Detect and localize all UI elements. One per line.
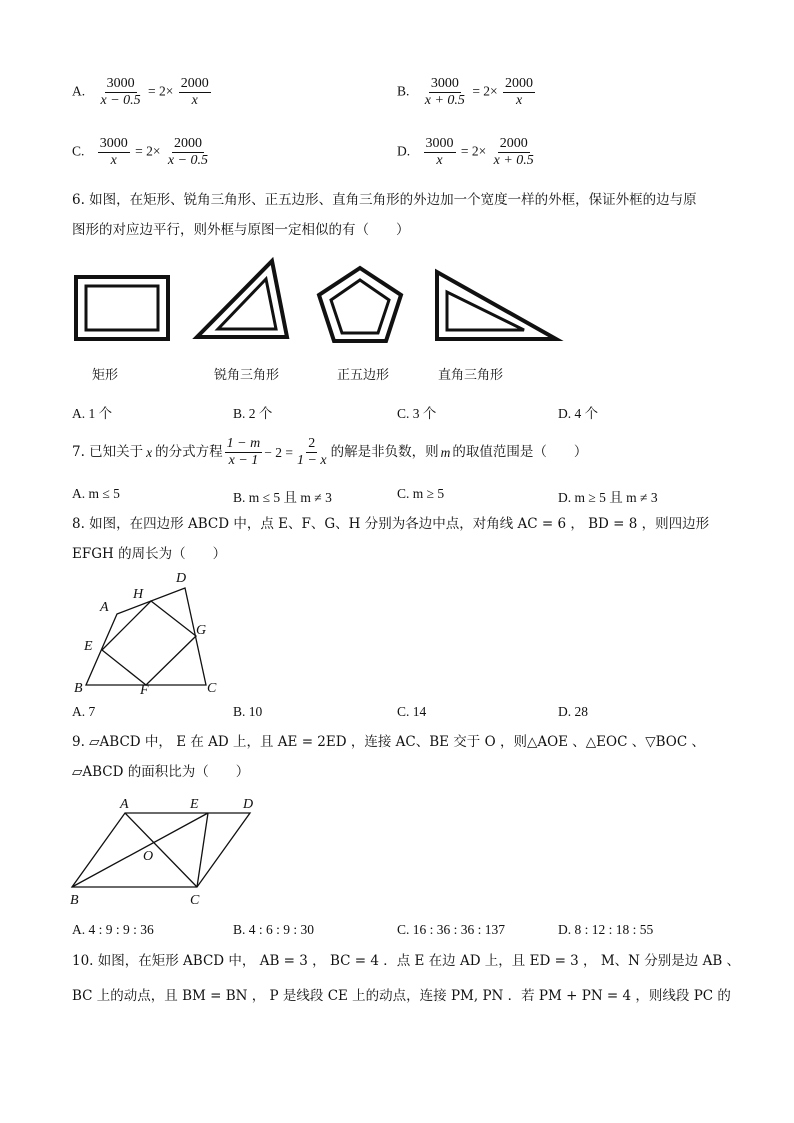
q7-fraction-2 [295, 436, 329, 469]
fraction [98, 136, 130, 169]
q9-option-b: B. 4 : 6 : 9 : 30 [233, 922, 315, 937]
label-c: C [190, 893, 200, 908]
acute-triangle-frame-shape [197, 261, 287, 337]
q6-option-a: A. 1 个 [72, 406, 113, 421]
q9-option-a: A. 4 : 9 : 9 : 36 [72, 922, 154, 937]
q7-option-a: A. m ≤ 5 [72, 486, 120, 501]
label-b: B [70, 893, 79, 908]
q7-text [72, 436, 587, 469]
label-d: D [243, 797, 254, 812]
q7-text-pre: 7. 已知关于 [72, 443, 144, 460]
label-o: O [143, 849, 154, 864]
q9-option-d: D. 8 : 12 : 18 : 55 [558, 922, 654, 937]
option-label: A. [72, 83, 86, 99]
q7-option-d: D. m ≥ 5 且 m ≠ 3 [558, 490, 658, 505]
q6-option-c: C. 3 个 [397, 406, 437, 421]
q7-text-tail: 的取值范围是（ ） [452, 443, 588, 460]
option-label: B. [397, 83, 410, 99]
right-triangle-frame-shape [437, 272, 556, 339]
equation-operator: = 2× [148, 83, 174, 99]
label-a: A [100, 600, 109, 615]
q9-option-c: C. 16 : 36 : 36 : 137 [397, 922, 506, 937]
label-b: B [74, 681, 83, 696]
q8-text-line2: EFGH 的周长为（ ） [72, 546, 227, 562]
q7-text-mid: 的分式方程 [155, 443, 223, 460]
q8-text-line1: 8. 如图，在四边形 ABCD 中，点 E、F、G、H 分别为各边中点，对角线 AC = 6 ， BD = 8 ，则四边形 [72, 516, 710, 532]
denominator: x − 0.5 [100, 93, 141, 109]
q6-text-line2: 图形的对应边平行，则外框与原图一定相似的有（ ） [72, 222, 410, 238]
q8-option-d: D. 28 [558, 704, 588, 719]
numerator: 1 − m [225, 436, 263, 453]
fraction [492, 136, 536, 169]
fraction [166, 136, 210, 169]
caption-acute-triangle: 锐角三角形 [214, 368, 280, 383]
fraction [503, 76, 535, 109]
q10-text-line1: 10. 如图，在矩形 ABCD 中， AB = 3 ， BC = 4 ．点 E 在边 AD 上，且 ED = 3 ， M、N 分别是边 AB 、 [72, 953, 741, 969]
q6-text-line1: 6. 如图，在矩形、锐角三角形、正五边形、直角三角形的外边加一个宽度一样的外框，保证外框的边与原 [72, 192, 697, 208]
rectangle-frame-shape [76, 277, 168, 339]
numerator: 2000 [498, 136, 530, 153]
q7-option-c: C. m ≥ 5 [397, 486, 445, 501]
q5-option-b [397, 76, 537, 109]
q7-text-post: 的解是非负数，则 [330, 443, 439, 460]
numerator: 2000 [179, 76, 211, 93]
equation-operator: = 2× [460, 143, 487, 159]
q6-figure [60, 255, 570, 350]
option-label: D. [397, 143, 411, 159]
numerator: 3000 [429, 76, 461, 93]
q8-option-c: C. 14 [397, 704, 427, 719]
label-f: F [140, 683, 149, 696]
caption-right-triangle: 直角三角形 [438, 368, 504, 383]
q7-fraction-1 [225, 436, 263, 469]
option-label: C. [72, 143, 85, 159]
q5-option-c [72, 136, 212, 169]
pentagon-frame-shape [319, 268, 401, 341]
segment-ec [197, 813, 208, 887]
caption-pentagon: 正五边形 [337, 368, 390, 383]
fraction [424, 136, 456, 169]
q8-figure [70, 568, 230, 696]
diagonal-ac [125, 813, 197, 887]
numerator: 2000 [503, 76, 535, 93]
label-e: E [84, 639, 93, 654]
denominator: x + 0.5 [424, 93, 465, 109]
fraction [99, 76, 143, 109]
q10-text-line2: BC 上的动点，且 BM = BN ， P 是线段 CE 上的动点，连接 PM, PN ．若 PM + PN = 4 ，则线段 PC 的 [72, 988, 731, 1004]
denominator: x [191, 93, 198, 109]
label-d: D [176, 571, 187, 586]
quadrilateral-efgh [102, 601, 196, 685]
equation-operator: = 2× [135, 143, 161, 159]
q8-option-b: B. 10 [233, 704, 263, 719]
numerator: 3000 [424, 136, 456, 153]
q7-operator: − 2 = [264, 444, 293, 460]
segment-be [72, 813, 208, 887]
q6-option-d: D. 4 个 [558, 406, 599, 421]
q9-figure [66, 790, 266, 908]
fraction [423, 76, 467, 109]
q5-option-a [72, 76, 213, 109]
q6-option-b: B. 2 个 [233, 406, 273, 421]
q8-option-a: A. 7 [72, 704, 96, 719]
denominator: 1 − x [296, 453, 327, 469]
q7-option-b: B. m ≤ 5 且 m ≠ 3 [233, 490, 332, 505]
equation-operator: = 2× [472, 83, 498, 99]
q7-variable-x: x [146, 444, 153, 460]
denominator: x [110, 153, 117, 169]
denominator: x [515, 93, 523, 109]
q9-text-line1: 9. ▱ABCD 中， E 在 AD 上，且 AE = 2ED ，连接 AC、BE 交于 O ，则△AOE 、△EOC 、▽BOC 、 [72, 734, 705, 750]
denominator: x − 1 [228, 453, 259, 469]
q7-variable-m: m [440, 444, 451, 460]
denominator: x − 0.5 [167, 153, 209, 169]
numerator: 2000 [172, 136, 204, 153]
label-h: H [133, 587, 144, 602]
label-g: G [196, 623, 207, 638]
numerator: 3000 [98, 136, 130, 153]
denominator: x + 0.5 [493, 153, 534, 169]
numerator: 2 [306, 436, 317, 453]
q5-option-d [397, 136, 538, 169]
q9-text-line2: ▱ABCD 的面积比为（ ） [72, 764, 250, 780]
fraction [179, 76, 211, 109]
label-c: C [207, 681, 217, 696]
label-a: A [120, 797, 129, 812]
denominator: x [436, 153, 443, 169]
numerator: 3000 [105, 76, 137, 93]
label-e: E [190, 797, 199, 812]
caption-rectangle: 矩形 [92, 368, 119, 383]
